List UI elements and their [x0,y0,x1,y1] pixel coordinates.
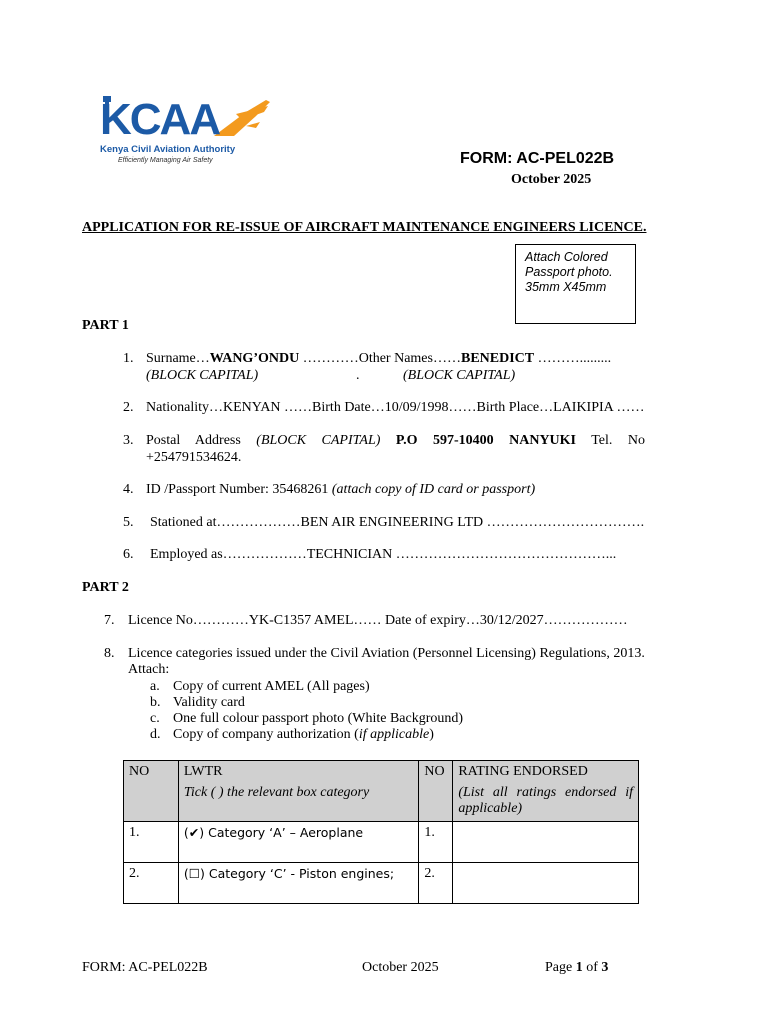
attach-item-c: c. One full colour passport photo (White Background) [150,711,464,726]
row-no: 2. [124,863,179,904]
passport-photo-box[interactable] [515,244,636,324]
q1-hint-dot: . [356,368,360,383]
logo-tagline: Efficiently Managing Air Safety [118,157,213,164]
header-rating [453,761,639,822]
q1-number: 1. [123,351,134,366]
postal-address-hint: (BLOCK CAPITAL) [256,433,381,448]
q1-end-dots: ………......... [534,351,612,366]
table-header-row [124,761,639,822]
row-no: 1. [124,822,179,863]
photo-box-line1: Attach Colored [525,250,608,264]
header-no-1: NO [124,761,179,822]
header-no-2: NO [419,761,453,822]
form-code: FORM: AC-PEL022B [460,150,615,167]
kcaa-logo [96,92,276,172]
table-row [124,863,639,904]
rating-cell[interactable] [453,863,639,904]
header-lwtr-label: LWTR [183,764,223,779]
header-rating-label: RATING ENDORSED [458,764,588,779]
photo-box-line2: Passport photo. [525,265,613,279]
footer-date: October 2025 [362,960,439,975]
q4-hint: (attach copy of ID card or passport) [331,482,536,497]
q5-number: 5. [123,515,134,530]
header-lwtr-hint: Tick ( ) the relevant box category [183,785,370,800]
tel-value[interactable]: +254791534624. [146,450,242,465]
q8-categories-line [104,646,645,662]
q5-stationed-line[interactable] [123,515,644,531]
table-row [124,822,639,863]
photo-box-line3: 35mm X45mm [525,280,607,294]
q3-postal-line[interactable] [146,433,645,449]
tel-label: Tel. No [591,433,645,448]
part1-heading: PART 1 [82,318,129,333]
row-no-2: 2. [419,863,453,904]
header-lwtr [178,761,418,822]
category-c-checkbox[interactable]: (☐) Category ‘C’ - Piston engines; [178,863,418,904]
q4-id-line[interactable] [123,482,535,498]
attach-item-b: b. Validity card [150,695,245,710]
q7-number: 7. [104,613,115,628]
rating-cell[interactable] [453,822,639,863]
postal-address-label: Postal Address [146,433,241,448]
logo-subtitle: Kenya Civil Aviation Authority [100,144,236,155]
q7-licence-line[interactable] [104,613,628,629]
q2-nationality-line[interactable] [123,400,645,416]
category-table [123,760,639,904]
postal-address-value: 597-10400 NANYUKI [432,433,577,448]
q1-hint-1: (BLOCK CAPITAL) [146,368,259,383]
postal-po: P.O [395,433,418,448]
q6-number: 6. [123,547,134,562]
attach-item-d: d. Copy of company authorization (if applicable) [150,727,434,742]
q6-text: Employed as………………TECHNICIAN ………………………………………... [150,547,617,562]
q4-number: 4. [123,482,134,497]
q5-text: Stationed at………………BEN AIR ENGINEERING LTD ……………………………. [150,515,645,530]
part2-heading: PART 2 [82,580,129,595]
surname-label: Surname… [146,351,210,366]
document-title: APPLICATION FOR RE-ISSUE OF AIRCRAFT MAINTENANCE ENGINEERS LICENCE. [82,220,647,235]
surname-value[interactable]: WANG’ONDU [209,351,300,366]
q2-text: Nationality…KENYAN ……Birth Date…10/09/1998……Birth Place…LAIKIPIA …… [146,400,645,415]
q3-number: 3. [123,433,134,448]
q8-number: 8. [104,646,115,661]
category-a-checkbox[interactable]: (✔) Category ‘A’ – Aeroplane [178,822,418,863]
q2-number: 2. [123,400,134,415]
q1-surname-line [123,351,611,367]
q8-attach-label: Attach: [128,662,170,677]
q4-text: ID /Passport Number: 35468261 [146,482,332,497]
other-names-value[interactable]: BENEDICT [460,351,535,366]
attach-item-a: a. Copy of current AMEL (All pages) [150,679,370,694]
q7-text: Licence No…………YK-C1357 AMEL…… Date of expiry…30/12/2027……………… [128,613,628,628]
footer-form-code: FORM: AC-PEL022B [82,960,208,975]
footer-page-number: Page 1 of 3 [545,960,609,975]
other-names-label: …………Other Names…… [299,351,461,366]
row-no-2: 1. [419,822,453,863]
form-date: October 2025 [511,172,592,187]
q1-hint-2: (BLOCK CAPITAL) [403,368,516,383]
logo-text: KCAA [100,95,220,144]
header-rating-hint: (List all ratings endorsed if applicable) [458,785,633,816]
q6-employed-line[interactable] [123,547,616,563]
q8-text: Licence categories issued under the Civil Aviation (Personnel Licensing) Regulations, 2013. [128,646,645,661]
